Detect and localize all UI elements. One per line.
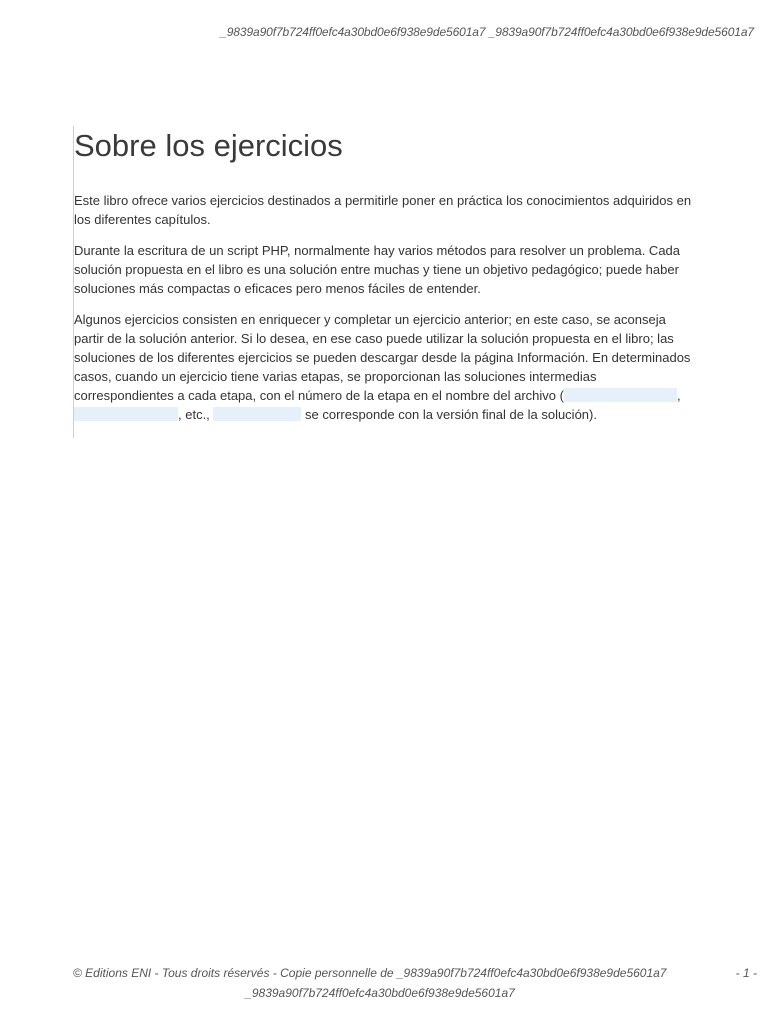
main-content bbox=[73, 126, 694, 438]
paragraph-methods: Durante la escritura de un script PHP, normalmente hay varios métodos para resolver un problema. Cada solución propuesta en el libro es una solución entre muchas y tiene un objetivo pedagógico; puede haber soluciones más compactas o eficaces pero menos fáciles de entender. bbox=[74, 243, 681, 296]
page-title: Sobre los ejercicios bbox=[74, 128, 343, 163]
paragraph-exercises bbox=[74, 310, 694, 424]
page-header: _9839a90f7b724ff0efc4a30bd0e6f938e9de5601a7 _9839a90f7b724ff0efc4a30bd0e6f938e9de5601a7 bbox=[220, 25, 754, 39]
footer-copyright: © Editions ENI - Tous droits réservés - Copie personnelle de _9839a90f7b724ff0efc4a30bd0e6f938e9de5601a7 bbox=[73, 966, 667, 980]
separator-comma: , bbox=[676, 388, 681, 403]
separator-etc: , etc., bbox=[178, 407, 210, 422]
footer-owner-id: _9839a90f7b724ff0efc4a30bd0e6f938e9de5601a7 bbox=[245, 986, 515, 1000]
filename-placeholder-3 bbox=[213, 407, 301, 421]
filename-placeholder-2 bbox=[74, 407, 178, 421]
page-footer bbox=[73, 963, 757, 1003]
paragraph-exercises-text: Algunos ejercicios consisten en enriquecer y completar un ejercicio anterior; en este caso, se aconseja partir de la solución anterior. Si lo desea, en ese caso puede utilizar la solución propuesta en el libro; las soluciones de los diferentes ejercicios se pueden descargar desde la página Información. En determinados casos, cuando un ejercicio tiene varias etapas, se proporcionan las soluciones intermedias correspondientes a cada etapa, con el número de la etapa en el nombre del archivo ( bbox=[74, 312, 691, 403]
page-number: - 1 - bbox=[735, 966, 757, 980]
paragraph-exercises-end: se corresponde con la versión final de la solución). bbox=[301, 407, 597, 422]
footer-row bbox=[73, 963, 757, 983]
filename-placeholder-1 bbox=[564, 388, 677, 402]
paragraph-intro: Este libro ofrece varios ejercicios destinados a permitirle poner en práctica los conocimientos adquiridos en los diferentes capítulos. bbox=[74, 193, 692, 227]
